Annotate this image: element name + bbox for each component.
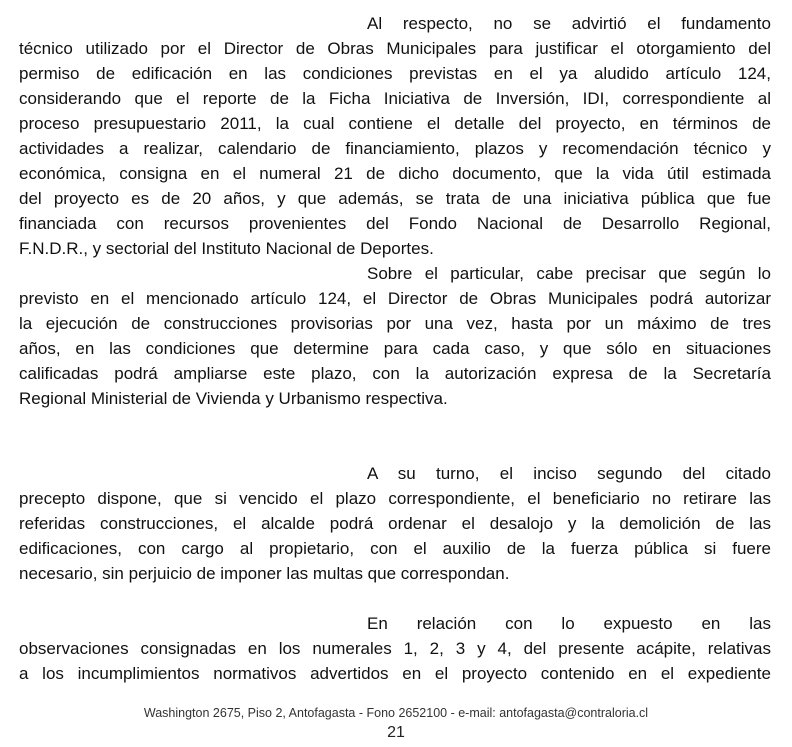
text-line: necesario, sin perjuicio de imponer las multas que correspondan. bbox=[19, 564, 510, 583]
text-line: del proyecto es de 20 años, y que además, se trata de una iniciativa pública que fue bbox=[19, 189, 771, 208]
paragraph-observations bbox=[19, 611, 771, 686]
text-line: En relación con lo expuesto en las bbox=[367, 614, 771, 633]
text-line: edificaciones, con cargo al propietario, con el auxilio de la fuerza pública si fuere bbox=[19, 539, 771, 558]
text-line: proceso presupuestario 2011, la cual contiene el detalle del proyecto, en términos de bbox=[19, 114, 771, 133]
paragraph-article-124 bbox=[19, 261, 771, 411]
text-line: precepto dispone, que si vencido el plazo correspondiente, el beneficiario no retirare las bbox=[19, 489, 771, 508]
text-line: actividades a realizar, calendario de financiamiento, plazos y recomendación técnico y bbox=[19, 139, 771, 158]
text-line: técnico utilizado por el Director de Obras Municipales para justificar el otorgamiento del bbox=[19, 39, 771, 58]
text-line: observaciones consignadas en los numerales 1, 2, 3 y 4, del presente acápite, relativas bbox=[19, 639, 771, 658]
text-line: considerando que el reporte de la Ficha Iniciativa de Inversión, IDI, correspondiente al bbox=[19, 89, 771, 108]
text-line: económica, consigna en el numeral 21 de dicho documento, que la vida útil estimada bbox=[19, 164, 771, 183]
text-line: calificadas podrá ampliarse este plazo, con la autorización expresa de la Secretaría bbox=[19, 364, 771, 383]
text-line: F.N.D.R., y sectorial del Instituto Nacional de Deportes. bbox=[19, 239, 434, 258]
text-line: permiso de edificación en las condiciones previstas en el ya aludido artículo 124, bbox=[19, 64, 771, 83]
page-number: 21 bbox=[387, 724, 405, 741]
text-line: a los incumplimientos normativos advertidos en el proyecto contenido en el expediente bbox=[19, 664, 771, 683]
text-line: referidas construcciones, el alcalde podrá ordenar el desalojo y la demolición de las bbox=[19, 514, 771, 533]
footer-address: Washington 2675, Piso 2, Antofagasta - Fono 2652100 - e-mail: antofagasta@contraloria.cl bbox=[143, 706, 649, 720]
text-line: Regional Ministerial de Vivienda y Urbanismo respectiva. bbox=[19, 389, 448, 408]
text-line: la ejecución de construcciones provisorias por una vez, hasta por un máximo de tres bbox=[19, 314, 771, 333]
text-line: financiada con recursos provenientes del Fondo Nacional de Desarrollo Regional, bbox=[19, 214, 771, 233]
paragraph-technical-basis bbox=[19, 11, 771, 261]
text-line: A su turno, el inciso segundo del citado bbox=[367, 464, 771, 483]
text-line: años, en las condiciones que determine para cada caso, y que sólo en situaciones bbox=[19, 339, 771, 358]
text-line: previsto en el mencionado artículo 124, el Director de Obras Municipales podrá autorizar bbox=[19, 289, 771, 308]
text-line: Sobre el particular, cabe precisar que según lo bbox=[367, 264, 771, 283]
paragraph-second-clause bbox=[19, 461, 771, 586]
text-line: Al respecto, no se advirtió el fundamento bbox=[367, 14, 771, 33]
